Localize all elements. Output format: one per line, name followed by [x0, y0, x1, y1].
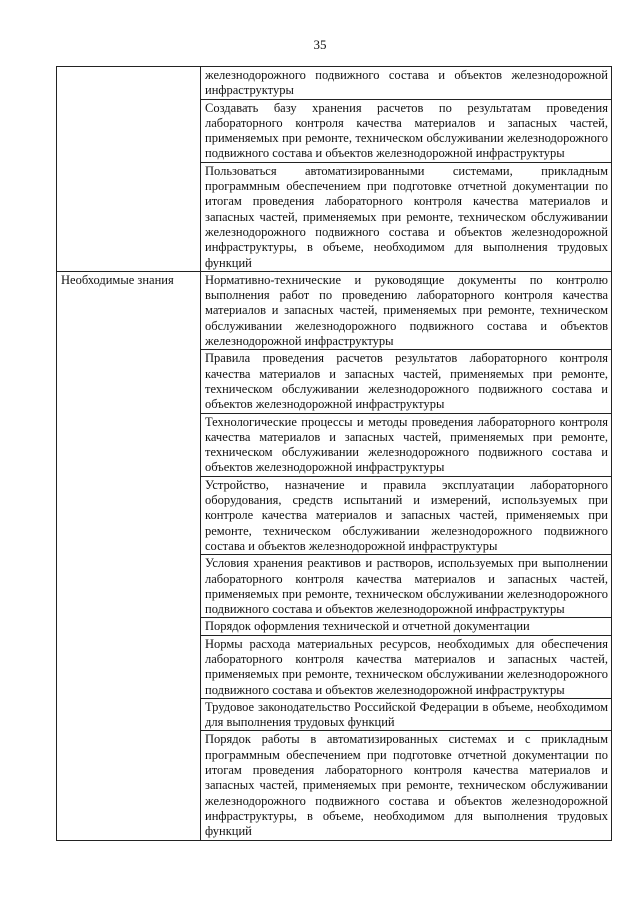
table-cell	[201, 476, 612, 554]
table-cell	[201, 413, 612, 476]
knowledge-label: Необходимые знания	[61, 272, 174, 287]
page-number: 35	[313, 37, 327, 52]
knowledge-label-cell	[57, 271, 201, 840]
table-cell	[201, 99, 612, 162]
knowledge-text: Порядок работы в автоматизированных системах и с прикладным программным обеспечением при подготовке отчетной документации по итогам проведения лабораторного контроля качества материалов и запасных частей, применяемых при ремонте, техническом обслуживании железнодорожного подвижного состава и объектов железнодорожной инфраструктуры, в объеме, необходимом для выполнения трудовых функций	[205, 732, 608, 839]
knowledge-text: Нормы расхода материальных ресурсов, необходимых для обеспечения лабораторного контроля качества материалов и запасных частей, применяемых при ремонте, техническом обслуживании железнодорожного подвижного состава и объектов железнодорожной инфраструктуры	[205, 636, 608, 697]
skills-label-cell	[57, 67, 201, 272]
knowledge-text: Порядок оформления технической и отчетной документации	[205, 619, 530, 634]
knowledge-text: Устройство, назначение и правила эксплуатации лабораторного оборудования, средств испытаний и измерений, используемых при контроле качества материалов и запасных частей, применяемых при ремонте, техническом обслуживании железнодорожного подвижного состава и объектов железнодорожной инфраструктуры	[205, 477, 608, 553]
table-cell	[201, 555, 612, 618]
skill-text: Создавать базу хранения расчетов по результатам проведения лабораторного контроля качества материалов и запасных частей, применяемых при ремонте, техническом обслуживании железнодорожного подвижного состава и объектов железнодорожной инфраструктуры	[205, 100, 608, 161]
requirements-table	[56, 66, 612, 841]
knowledge-text: Технологические процессы и методы проведения лабораторного контроля качества материалов и запасных частей, применяемых при ремонте, техническом обслуживании железнодорожного подвижного состава и объектов железнодорожной инфраструктуры	[205, 414, 608, 475]
skill-text: железнодорожного подвижного состава и объектов железнодорожной инфраструктуры	[205, 68, 608, 98]
knowledge-text: Правила проведения расчетов результатов лабораторного контроля качества материалов и запасных частей, применяемых при ремонте, техническом обслуживании железнодорожного подвижного состава и объектов железнодорожной инфраструктуры	[205, 351, 608, 412]
knowledge-text: Условия хранения реактивов и растворов, используемых при выполнении лабораторного контроля качества материалов и запасных частей, применяемых при ремонте, техническом обслуживании железнодорожного подвижного состава и объектов железнодорожной инфраструктуры	[205, 556, 608, 617]
table-cell	[201, 162, 612, 271]
table-cell	[201, 67, 612, 100]
table-cell	[201, 271, 612, 349]
table-row	[57, 271, 612, 349]
table-cell	[201, 635, 612, 698]
table-cell	[201, 350, 612, 413]
knowledge-text: Нормативно-технические и руководящие документы по контролю выполнения работ по проведению лабораторного контроля качества материалов и запасных частей, применяемых при ремонте, техническом обслуживании железнодорожного подвижного состава и объектов железнодорожной инфраструктуры	[205, 272, 608, 349]
table-cell	[201, 698, 612, 731]
knowledge-text: Трудовое законодательство Российской Федерации в объеме, необходимом для выполнения трудовых функций	[205, 699, 608, 730]
table-row	[57, 67, 612, 100]
skill-text: Пользоваться автоматизированными системами, прикладным программным обеспечением при подготовке отчетной документации по итогам проведения лабораторного контроля качества материалов и запасных частей, применяемых при ремонте, техническом обслуживании железнодорожного подвижного состава и объектов железнодорожной инфраструктуры, в объеме, необходимом для выполнения трудовых функций	[205, 163, 608, 270]
table-cell	[201, 731, 612, 840]
table-cell	[201, 618, 612, 635]
